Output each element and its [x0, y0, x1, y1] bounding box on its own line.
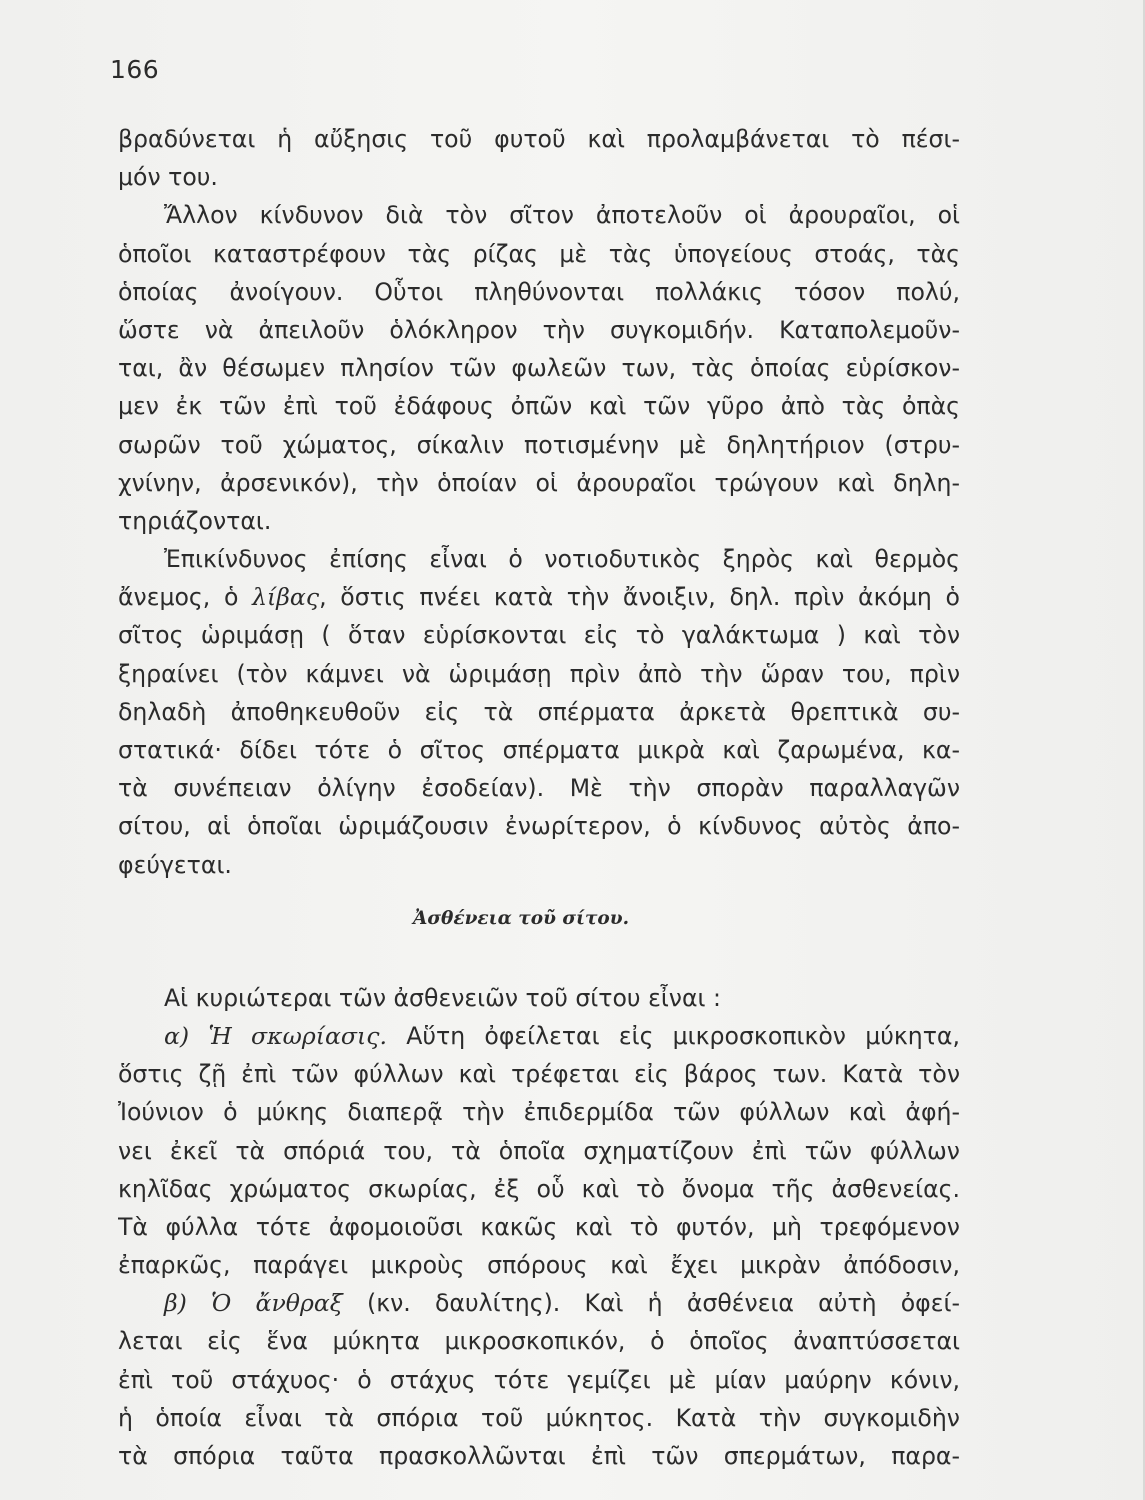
- text-line: ξηραίνει (τὸν κάμνει νὰ ὡριμάσῃ πρὶν ἀπὸ τὴν ὥραν του, πρὶν: [118, 659, 960, 688]
- section-heading: Ἀσθένεια τοῦ σίτου.: [413, 907, 630, 929]
- text-line: τηριάζονται.: [118, 506, 272, 535]
- text-line: σίτου, αἱ ὁποῖαι ὡριμάζουσιν ἐνωρίτερον, ὁ κίνδυνος αὐτὸς ἀπο-: [118, 812, 960, 841]
- text-line: Ἐπικίνδυνος ἐπίσης εἶναι ὁ νοτιοδυτικὸς ξηρὸς καὶ θερμὸς: [164, 545, 960, 574]
- text-line: [118, 1284, 960, 1322]
- text-line: βραδύνεται ἡ αὔξησις τοῦ φυτοῦ καὶ προλαμβάνεται τὸ πέσι-: [118, 125, 960, 153]
- section-heading-row: [118, 884, 960, 979]
- text-line: Ἰούνιον ὁ μύκης διαπερᾷ τὴν ἐπιδερμίδα τῶν φύλλων καὶ ἀφή-: [118, 1098, 960, 1127]
- text-line: ὅστις ζῇ ἐπὶ τῶν φύλλων καὶ τρέφεται εἰς βάρος των. Κατὰ τὸν: [118, 1060, 960, 1089]
- text-line: ἡ ὁποία εἶναι τὰ σπόρια τοῦ μύκητος. Κατὰ τὴν συγκομιδὴν: [118, 1403, 960, 1432]
- text-line: τὰ σπόρια ταῦτα πρασκολλῶνται ἐπὶ τῶν σπερμάτων, παρα-: [118, 1442, 960, 1470]
- text-line: μόν του.: [118, 163, 218, 192]
- text-line: [118, 1017, 960, 1055]
- text-line: κηλῖδας χρώματος σκωρίας, ἐξ οὗ καὶ τὸ ὄνομα τῆς ἀσθενείας.: [118, 1174, 960, 1203]
- text-line: Τὰ φύλλα τότε ἀφομοιοῦσι κακῶς καὶ τὸ φυτόν, μὴ τρεφόμενον: [118, 1212, 960, 1241]
- text-line: ὁποίας ἀνοίγουν. Οὗτοι πληθύνονται πολλάκις τόσον πολύ,: [118, 277, 960, 306]
- page-number: 166: [110, 55, 160, 84]
- italic-term: λίβας: [252, 583, 320, 612]
- text-segment: ἄνεμος, ὁ: [118, 583, 253, 612]
- text-line: μεν ἐκ τῶν ἐπὶ τοῦ ἐδάφους ὀπῶν καὶ τῶν γῦρο ἀπὸ τὰς ὀπὰς: [118, 392, 960, 421]
- text-line: ἐπαρκῶς, παράγει μικροὺς σπόρους καὶ ἔχει μικρὰν ἀπόδοσιν,: [118, 1251, 960, 1280]
- text-line: νει ἐκεῖ τὰ σπόριά του, τὰ ὁποῖα σχηματίζουν ἐπὶ τῶν φύλλων: [118, 1136, 960, 1165]
- text-line: [118, 578, 960, 616]
- text-line: ἐπὶ τοῦ στάχυος· ὁ στάχυς τότε γεμίζει μὲ μίαν μαύρην κόνιν,: [118, 1365, 960, 1394]
- text-line: σωρῶν τοῦ χώματος, σίκαλιν ποτισμένην μὲ δηλητήριον (στρυ-: [118, 430, 960, 459]
- item-label: α) Ἡ σκωρίασις.: [164, 1021, 387, 1050]
- text-line: Αἱ κυριώτεραι τῶν ἀσθενειῶν τοῦ σίτου εἶναι :: [164, 983, 721, 1012]
- text-line: σῖτος ὡριμάσῃ ( ὅταν εὑρίσκονται εἰς τὸ γαλάκτωμα ) καὶ τὸν: [118, 621, 960, 650]
- text-segment: Αὕτη ὀφείλεται εἰς μικροσκοπικὸν μύκητα,: [386, 1021, 960, 1050]
- item-label: β) Ὁ ἄνθραξ: [164, 1289, 343, 1318]
- text-line: λεται εἰς ἕνα μύκητα μικροσκοπικόν, ὁ ὁποῖος ἀναπτύσσεται: [118, 1327, 960, 1356]
- text-line: δηλαδὴ ἀποθηκευθοῦν εἰς τὰ σπέρματα ἀρκετὰ θρεπτικὰ συ-: [118, 697, 960, 726]
- text-line: Ἄλλον κίνδυνον διὰ τὸν σῖτον ἀποτελοῦν οἱ ἀρουραῖοι, οἱ: [164, 201, 960, 230]
- text-line: ται, ἂν θέσωμεν πλησίον τῶν φωλεῶν των, τὰς ὁποίας εὑρίσκον-: [118, 354, 960, 383]
- text-line: ὥστε νὰ ἀπειλοῦν ὁλόκληρον τὴν συγκομιδήν. Καταπολεμοῦν-: [118, 315, 960, 344]
- text-line: τὰ συνέπειαν ὀλίγην ἐσοδείαν). Μὲ τὴν σπορὰν παραλλαγῶν: [118, 774, 960, 803]
- page-body: [118, 120, 960, 1475]
- text-segment: , ὅστις πνέει κατὰ τὴν ἄνοιξιν, δηλ. πρὶν ἀκόμη ὁ: [319, 583, 960, 612]
- text-line: χνίνην, ἀρσενικόν), τὴν ὁποίαν οἱ ἀρουραῖοι τρώγουν καὶ δηλη-: [118, 468, 960, 497]
- text-line: στατικά· δίδει τότε ὁ σῖτος σπέρματα μικρὰ καὶ ζαρωμένα, κα-: [118, 736, 960, 764]
- text-segment: (κν. δαυλίτης). Καὶ ἡ ἀσθένεια αὐτὴ ὀφεί-: [342, 1289, 960, 1318]
- text-line: φεύγεται.: [118, 850, 232, 879]
- text-line: ὁποῖοι καταστρέφουν τὰς ρίζας μὲ τὰς ὑπογείους στοάς, τὰς: [118, 239, 960, 268]
